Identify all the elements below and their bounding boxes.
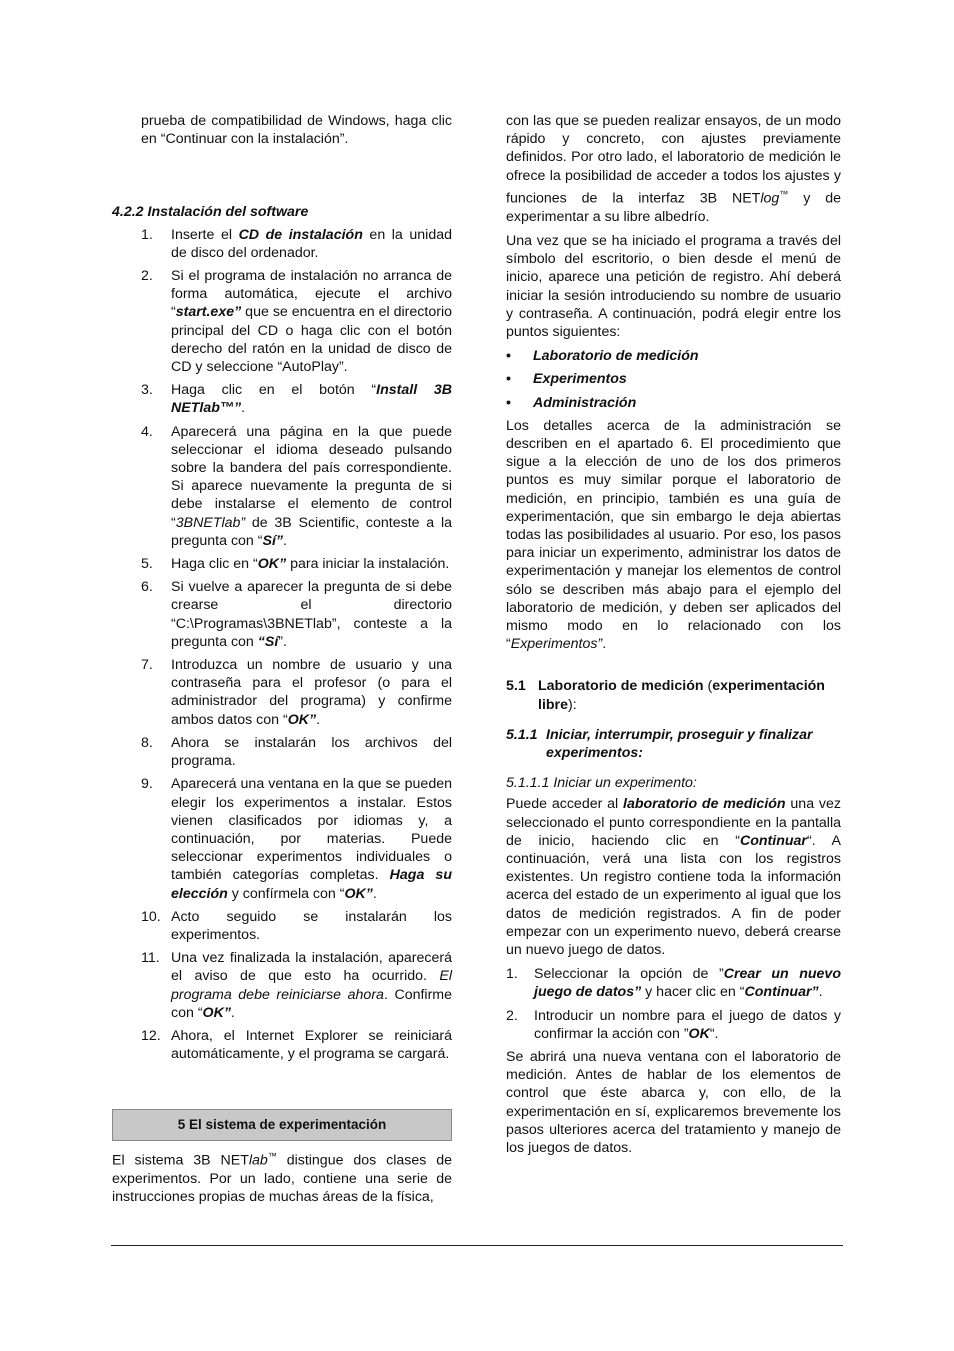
paragraph: con las que se pueden realizar ensayos, de un modo rápido y concreto, con ajustes previamente definidos. Por otro lado, el laboratorio de medición le ofrece la posibilidad de acceder a todos los ajustes y funciones de la interfaz 3B NETlog™ y de experimentar a su libre albedrío.: [506, 113, 841, 225]
footer-divider: [111, 1245, 843, 1246]
list-item: 4. Aparecerá una página en la que puede seleccionar el idioma deseado pulsando sobre la bandera del país correspondiente. Si aparece nuevamente la pregunta de si debe instalarse el elemento de control “3BNETlab” de 3B Scientific, conteste a la pregunta con “Sí”.: [141, 423, 452, 549]
list-item: 5. Haga clic en “OK” para iniciar la instalación.: [141, 556, 450, 573]
list-item: 11. Una vez finalizada la instalación, aparecerá el aviso de que esto ha ocurrido. El programa debe reiniciarse ahora. Confirme con “OK”.: [141, 950, 453, 1021]
heading-5-1: 5.1 Laboratorio de medición (experimentación libre):: [506, 678, 825, 713]
right-column: [506, 112, 841, 1163]
heading-5-1-1: 5.1.1 Iniciar, interrumpir, proseguir y finalizar experimentos:: [506, 726, 813, 762]
intro-paragraph: prueba de compatibilidad de Windows, haga clic en “Continuar con la instalación”.: [141, 113, 452, 148]
list-item: 1. Seleccionar la opción de ”Crear un nuevo juego de datos” y hacer clic en “Continuar”.: [506, 966, 841, 1001]
install-steps: [112, 226, 452, 1064]
list-item: 2. Introducir un nombre para el juego de datos y confirmar la acción con ”OK“.: [506, 1007, 841, 1042]
paragraph: Una vez que se ha iniciado el programa a través del símbolo del escritorio, o bien desde el menú de inicio, aparece una petición de registro. Ahí deberá iniciar la sesión introduciendo su nombre de usuario y contraseña. A continuación, podrá elegir entre los puntos siguientes:: [506, 232, 841, 340]
section-paragraph: El sistema 3B NETlab™ distingue dos clases de experimentos. Por un lado, contiene una serie de instrucciones propias de muchas áreas de la física,: [112, 1151, 452, 1206]
list-item: 6. Si vuelve a aparecer la pregunta de si debe crearse el directorio “C:\Programas\3BNETlab”, conteste a la pregunta con “Sí”.: [141, 579, 452, 650]
section-title: 5 El sistema de experimentación: [112, 1109, 452, 1141]
list-item: 1. Inserte el CD de instalación en la unidad de disco del ordenador.: [141, 226, 452, 261]
list-item: 8. Ahora se instalarán los archivos del programa.: [141, 734, 452, 770]
paragraph: Los detalles acerca de la administración se describen en el apartado 6. El procedimiento que sigue a la elección de uno de los dos primeros puntos es muy similar porque el laboratorio de medición, en principio, también es una guía de experimentación, que sin embargo le deja abiertas todas las posibilidades al usuario. Por eso, los pasos para iniciar un experimento, administrar los datos de experimentación y manejar los elementos de control sólo se describen más abajo para el ejemplo del laboratorio de medición, y deben ser aplicados del mismo modo en lo relacionado con los “Experimentos”.: [506, 417, 841, 653]
heading-5-1-1-1: 5.1.1.1 Iniciar un experimento:: [506, 775, 697, 792]
list-item: 10. Acto seguido se instalarán los experimentos.: [141, 908, 452, 943]
paragraph: Se abrirá una nueva ventana con el laboratorio de medición. Antes de hablar de los elementos de control que éste abarca y, con ello, de la experimentación en sí, explicaremos brevemente los pasos ulteriores acerca del tratamiento y manejo de los juegos de datos.: [506, 1049, 841, 1157]
paragraph: Puede acceder al laboratorio de medición una vez seleccionado el punto correspondiente en la pantalla de inicio, haciendo clic en “Continuar“. A continuación, verá una lista con los registros existentes. Un registro contiene toda la información acerca del estado de un experimento al igual que los datos de medición registrados. A fin de poder empezar con un experimento nuevo, deberá crearse un nuevo juego de datos.: [506, 796, 841, 959]
list-item: 9. Aparecerá una ventana en la que se pueden elegir los experimentos a instalar. Estos vienen clasificados por idiomas y, a continuación, por materias. Puede seleccionar experimentos individuales o también categorías completas. Haga su elección y confírmela con “OK”.: [141, 776, 452, 902]
list-item: • Experimentos: [506, 371, 627, 388]
list-item: 3. Haga clic en el botón “Install 3B NETlab™”.: [141, 382, 453, 417]
list-item: 12. Ahora, el Internet Explorer se reiniciará automáticamente, y el programa se cargará.: [141, 1027, 452, 1063]
list-item: 7. Introduzca un nombre de usuario y una contraseña para el profesor (o para el administrador del programa) y confirme ambos datos con “OK”.: [141, 657, 452, 728]
subsection-title: 4.2.2 Instalación del software: [112, 204, 309, 221]
list-item: • Administración: [506, 394, 637, 411]
left-column: [112, 112, 452, 1213]
list-item: • Laboratorio de medición: [506, 348, 699, 365]
option-list: [506, 347, 841, 412]
list-item: 2. Si el programa de instalación no arranca de forma automática, ejecute el archivo “start.exe” que se encuentra en el directorio principal del CD o haga clic con el botón derecho del ratón en la unidad de disco de CD y seleccione “AutoPlay”.: [141, 268, 452, 376]
dataset-steps: [506, 965, 841, 1043]
